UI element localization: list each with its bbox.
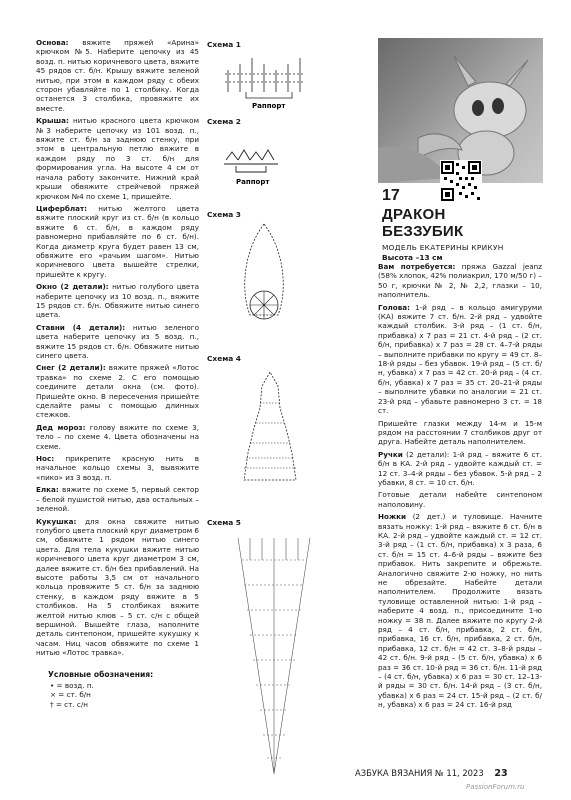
article-number: 17 [382, 187, 400, 204]
page-footer [355, 768, 508, 779]
paragraph [36, 485, 199, 513]
legend-item: † = ст. с/н [50, 699, 88, 709]
paragraph-lead: Окно (2 детали): [36, 282, 109, 292]
paragraph [36, 517, 199, 658]
paragraph-text: для окна свяжите нитью голубого цвета плоский круг диаметром 6 см, обвяжите 1 рядом нитью синего цвета. Для тела кукушки вяжите нитью коричневого цвета круг диаметром 3 см, далее вяжите ст. б/н без прибавлений. На высоте работы 3,5 см от начального кольца провяжите 5 ст. б/н за заднюю стенку, в каждом ряду вяжите в 5 столбиков. На 5 столбиках вяжите желтой нитью клюв – 5 ст. с/н с общей вершиной. Вышейте глаза, наполните деталь синтепоном, пришейте кукушку к часам. Ниц часов обвяжите по схеме 1 нитью «Лотос травка». [36, 516, 199, 658]
paragraph-text: вяжите по схеме 5, первый сектор – белой пушистой нитью, два остальных – зеленой. [36, 485, 199, 514]
instructions-left-column [36, 38, 199, 709]
paragraph-text: (2 детали): 1-й ряд – вяжите 6 ст. б/н в КА. 2-й ряд – удвойте каждый ст. = 12 ст. 3–4-й ряды – без убавок. 5-й ряд – 2 убавки, 8 ст. = 10 ст. б/н. [378, 449, 542, 487]
paragraph-text: нитью зеленого цвета наберите цепочку из 5 возд. п., вяжите 15 рядов ст. б/н. Обвяжите нитью синего цвета. [36, 322, 199, 360]
paragraph-text: 1-й ряд – в кольцо амигуруми (КА) вяжите 7 ст. б/н. 2-й ряд – удвойте каждый столбик. 3-й ряд – (1 ст. б/н, прибавка) х 7 раз = 21 ст. 4-й ряд – (2 ст. б/н, прибавка) х 7 раз = 28 ст. 4–7-й ряды – выполните прибавки по кругу = 49 ст. 8–18-й ряды – без убавок. 19-й ряд – (5 ст. б/н, убавка) х 7 раз = 42 ст. 20-й ряд – (4 ст. б/н, убавка) х 7 раз = 35 ст. 20–21-й ряды – выполните убавки по аналогии = 21 ст. 23-й ряд – убавьте равномерно 3 ст. = 18 ст. [378, 302, 542, 416]
paragraph-lead: Ножки [378, 512, 407, 522]
scheme-3-label: Схема 3 [207, 210, 241, 219]
paragraph-text: пряжа Gazzal jeanz (58% хлопок, 42% полиакрил, 170 м/50 г) – 50 г, крючки № 2, № 2,2, глазки – 10, наполнитель. [378, 262, 542, 300]
paragraph-text: голову вяжите по схеме 3, тело – по схеме 4. Цвета обозначены на схеме. [36, 422, 199, 451]
paragraph-lead: Вам потребуется: [378, 262, 456, 271]
scheme-2-rapport: Раппорт [236, 178, 270, 186]
article-title-line2: БЕЗЗУБИК [382, 223, 464, 240]
qr-code[interactable] [440, 160, 482, 202]
article-title-line1: ДРАКОН [382, 206, 446, 223]
paragraph-text: прикрепите красную нить в начальное кольцо схемы 3, вывяжите «пико» из 3 возд. п. [36, 454, 199, 482]
paragraph-lead: Дед мороз: [36, 422, 86, 432]
legend-item: × = ст. б/н [50, 690, 91, 700]
paragraph [36, 454, 199, 482]
paragraph-lead: Елка: [36, 485, 59, 495]
page-number: 23 [494, 768, 508, 779]
magazine-name: АЗБУКА ВЯЗАНИЯ № 11, 2023 [355, 768, 484, 778]
paragraph [36, 116, 199, 201]
scheme-5-label: Схема 5 [207, 518, 241, 527]
article-title [382, 206, 463, 240]
scheme-2-label: Схема 2 [207, 117, 241, 126]
paragraph [378, 303, 542, 416]
scheme-2-diagram [222, 132, 282, 190]
paragraph-text: Пришейте глазки между 14-м и 15-м рядом на расстоянии 7 столбиков друг от друга. Набейте деталь наполнителем. [378, 418, 542, 447]
paragraph-text: Готовые детали набейте синтепоном наполовину. [378, 490, 542, 509]
paragraph-lead: Ставни (4 детали): [36, 322, 126, 332]
scheme-5-diagram [236, 530, 312, 780]
article-author: МОДЕЛЬ ЕКАТЕРИНЫ КРИКУН [382, 243, 504, 252]
paragraph [36, 423, 199, 451]
paragraph [378, 490, 542, 509]
paragraph [378, 262, 542, 300]
paragraph-text: нитью красного цвета крючком №3 наберите цепочку из 101 возд. п., вяжите ст. б/н за заднюю стенку, при этом в центральную петлю вяжите в каждом ряду по 3 ст. б/н для формирования угла. На высоте 4 см от начала работу закончите. Нижний край крыши обвяжите стрейчевой пряжей крючком №4 по схеме 1, пришейте. [36, 116, 199, 201]
paragraph [36, 38, 199, 113]
paragraph-lead: Голова: [378, 302, 410, 312]
paragraph-text: вяжите пряжей «Лотос травка» по схеме 2. С его помощью соедините детали окна (см. фото). Пришейте окно. В пересечения пришейте сделайте рамы с помощью длинных стежков. [36, 363, 199, 420]
scheme-3-diagram [236, 220, 292, 335]
paragraph-text: нитью голубого цвета наберите цепочку из 10 возд. п., вяжите 15 рядов ст. б/н. Обвяжите нитью синего цвета. [36, 282, 199, 320]
paragraph [36, 282, 199, 320]
paragraph [36, 204, 199, 279]
legend-item: • = возд. п. [50, 681, 94, 690]
watermark: PassionForum.ru [466, 783, 525, 791]
paragraph-lead: Снег (2 детали): [36, 363, 106, 373]
scheme-4-label: Схема 4 [207, 354, 241, 363]
paragraph [378, 512, 542, 710]
qr-code-icon [440, 160, 482, 202]
paragraph-lead: Крыша: [36, 116, 69, 126]
scheme-1-diagram [222, 52, 312, 110]
scheme-1-label: Схема 1 [207, 40, 241, 49]
paragraph-text: вяжите пряжей «Арина» крючком №5. Наберите цепочку из 45 возд. п. нитью коричневого цвета, вяжите 45 рядов ст. б/н. Крышу вяжите зеленой нитью, при этом в каждом ряду с обеих сторон убавляйте по 1 столбику. Когда останется 3 столбика, провяжите их вместе. [36, 38, 199, 113]
instructions-right-column [378, 262, 542, 713]
paragraph-lead: Ручки [378, 449, 403, 459]
paragraph-lead: Основа: [36, 38, 69, 47]
paragraph [378, 419, 542, 447]
scheme-1-rapport: Раппорт [252, 102, 286, 110]
paragraph-text: (2 дет.) и туловище. Начните вязать ножку: 1-й ряд – вяжите 6 ст. б/н в КА. 2-й ряд – удвойте каждый ст. = 12 ст. 3-й ряд – (1 ст. б/н, прибавка) х 3 раза, 6 ст. б/н = 15 ст. 4–6-й ряды – вяжите без прибавок. Нить закрепите и обрежьте. Аналогично свяжите 2-ю ножку, но нить не обрезайте. Набейте детали наполнителем. Продолжите вязать туловище оставленной нитью: 1-й ряд – наберите 4 возд. п., присоедините 1-ю ножку = 38 п. Далее вяжите по кругу 2-й ряд – 4 ст. б/н, прибавка, 2 ст. б/н, прибавка, 16 ст. б/н, прибавка, 2 ст. б/н, прибавка, 12 ст. б/н = 42 ст. 3–8-й ряды – 42 ст. б/н. 9-й ряд – (5 ст. б/н, убавка) х 6 раз = 36 ст. 10-й ряд = 36 ст. б/н. 11-й ряд – (4 ст. б/н, убавка) х 6 раз = 30 ст. 12–13-й ряды = 30 ст. б/н. 14-й ряд – (3 ст. б/н, убавка) х 6 раз = 24 ст. 15-й ряд – (2 ст. б/н, убавка) х 6 раз = 24 ст. 16-й ряд [378, 512, 542, 710]
paragraph-lead: Кукушка: [36, 516, 77, 526]
paragraph [36, 323, 199, 361]
paragraph [378, 450, 542, 488]
article-height: Высота –13 см [382, 253, 443, 262]
paragraph-lead: Циферблат: [36, 203, 88, 213]
scheme-4-diagram [240, 368, 300, 490]
legend-title: Условные обозначения: [48, 669, 154, 679]
paragraph-lead: Нос: [36, 454, 55, 464]
paragraph [36, 363, 199, 419]
paragraph-text: нитью желтого цвета вяжите плоский круг из ст. б/н (в кольцо вяжите 6 ст. б/н, в каждом ряду равномерно прибавляйте по 6 ст. б/н). Когда диаметр круга будет равен 13 см, обвяжите его «рачьим шагом». Нитью коричневого цвета вышейте стрелки, пришейте к кругу. [36, 203, 199, 279]
